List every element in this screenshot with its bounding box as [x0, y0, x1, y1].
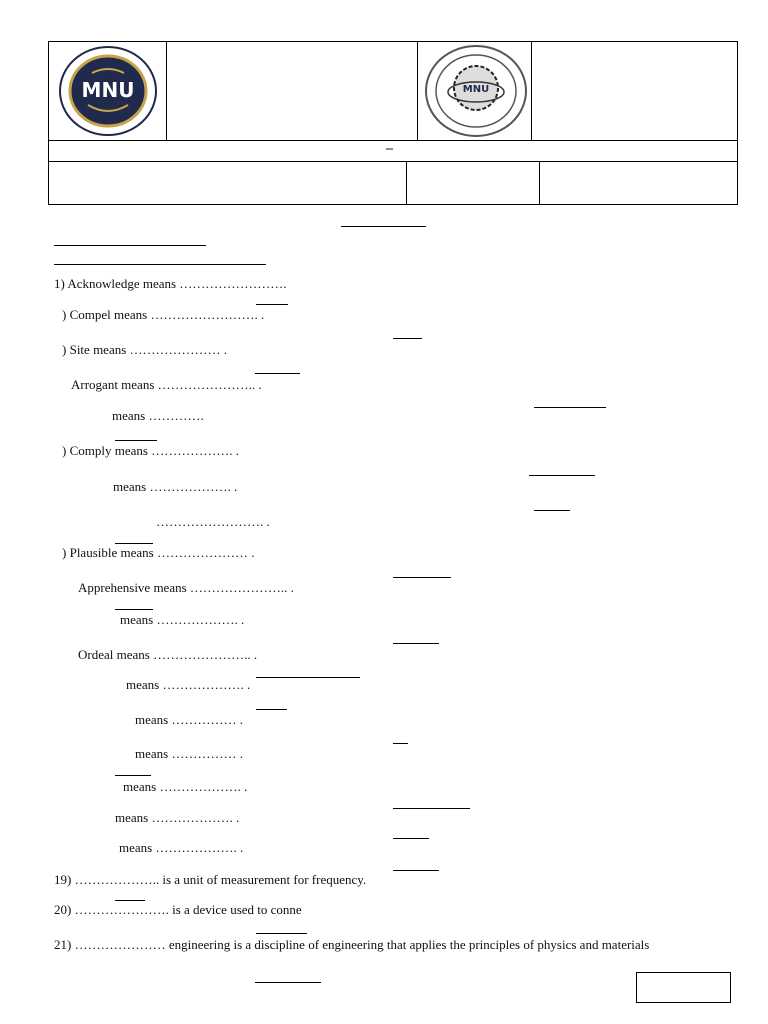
- question-text: means …………… .: [135, 712, 243, 727]
- question-text: ………………… engineering is a discipline of engineering that applies the principles of physics and materials: [74, 937, 650, 952]
- question-text: Acknowledge means …………………….: [67, 276, 287, 291]
- question-text: Site means ………………… .: [69, 342, 228, 357]
- question-text: means ………………. .: [115, 810, 240, 825]
- answer-blank[interactable]: [393, 870, 439, 871]
- question-text: …………………. is a device used to conne: [74, 902, 302, 917]
- answer-blank[interactable]: [529, 475, 595, 476]
- question-text: means ………………. .: [126, 677, 251, 692]
- question-number: ): [62, 443, 67, 458]
- section-underline-2: [54, 264, 266, 265]
- answer-blank[interactable]: [255, 373, 300, 374]
- question-8: [156, 514, 270, 530]
- question-number: ): [62, 545, 67, 560]
- question-text: means ………………. .: [113, 479, 238, 494]
- question-3: [62, 342, 227, 358]
- question-14: [135, 712, 243, 728]
- question-5: [112, 408, 204, 424]
- question-1: [54, 276, 287, 292]
- answer-blank[interactable]: [115, 775, 151, 776]
- answer-blank[interactable]: [256, 677, 360, 678]
- question-number: 20): [54, 902, 72, 917]
- question-10: [78, 580, 294, 596]
- question-text: means ………………. .: [119, 840, 244, 855]
- answer-blank[interactable]: [393, 577, 451, 578]
- question-number: 21): [54, 937, 72, 952]
- banner-dash: –: [386, 141, 393, 156]
- answer-blank[interactable]: [393, 838, 429, 839]
- question-text: means …………… .: [135, 746, 243, 761]
- header-table: [48, 41, 738, 205]
- title-underline: [341, 226, 426, 227]
- svg-text:MNU: MNU: [462, 84, 490, 95]
- answer-blank[interactable]: [534, 510, 570, 511]
- question-text: Ordeal means ………………….. .: [78, 647, 258, 662]
- answer-blank[interactable]: [115, 900, 145, 901]
- question-21: [54, 937, 649, 953]
- score-box[interactable]: [636, 972, 731, 1003]
- question-17: [115, 810, 239, 826]
- answer-blank[interactable]: [256, 709, 287, 710]
- header-vline-4: [406, 161, 407, 205]
- question-18: [119, 840, 243, 856]
- header-vline-5: [539, 161, 540, 205]
- answer-blank[interactable]: [393, 338, 422, 339]
- question-text: means ………….: [112, 408, 204, 423]
- logo-mnu-text: MNU: [81, 78, 135, 102]
- question-text: ……………………. .: [156, 514, 270, 529]
- answer-blank[interactable]: [115, 609, 153, 610]
- answer-blank[interactable]: [256, 304, 288, 305]
- header-vline-2: [417, 41, 418, 140]
- answer-blank[interactable]: [393, 808, 470, 809]
- question-text: Comply means ………………. .: [69, 443, 239, 458]
- header-vline-1: [166, 41, 167, 140]
- question-text: means ………………. .: [120, 612, 245, 627]
- section-underline-1: [54, 245, 206, 246]
- answer-blank[interactable]: [534, 407, 606, 408]
- question-6: [62, 443, 239, 459]
- question-text: Compel means ……………………. .: [69, 307, 265, 322]
- question-11: [120, 612, 244, 628]
- question-13: [126, 677, 250, 693]
- question-7: [113, 479, 237, 495]
- question-number: ): [62, 342, 67, 357]
- question-number: ): [62, 307, 67, 322]
- faculty-logo: [424, 44, 528, 138]
- answer-blank[interactable]: [115, 440, 157, 441]
- question-number: 1): [54, 276, 65, 291]
- question-19: [54, 872, 366, 888]
- university-logo-graphic: [58, 45, 158, 137]
- question-12: [78, 647, 257, 663]
- question-text: Apprehensive means ………………….. .: [78, 580, 294, 595]
- question-20: [54, 902, 302, 918]
- university-logo: [58, 45, 158, 137]
- answer-blank[interactable]: [256, 933, 307, 934]
- question-4: [71, 377, 262, 393]
- question-9: [62, 545, 254, 561]
- question-text: means ………………. .: [123, 779, 248, 794]
- answer-blank[interactable]: [255, 982, 321, 983]
- header-divider-2: [48, 161, 738, 162]
- faculty-logo-graphic: [424, 44, 528, 138]
- header-divider-1: [48, 140, 738, 141]
- answer-blank[interactable]: [115, 543, 153, 544]
- answer-blank[interactable]: [393, 643, 439, 644]
- question-number: 19): [54, 872, 72, 887]
- question-2: [62, 307, 264, 323]
- answer-blank[interactable]: [393, 743, 408, 744]
- question-text: Plausible means ………………… .: [69, 545, 255, 560]
- question-text: Arrogant means ………………….. .: [71, 377, 262, 392]
- question-15: [135, 746, 243, 762]
- question-text: ……………….. is a unit of measurement for frequency.: [74, 872, 367, 887]
- question-16: [123, 779, 247, 795]
- header-vline-3: [531, 41, 532, 140]
